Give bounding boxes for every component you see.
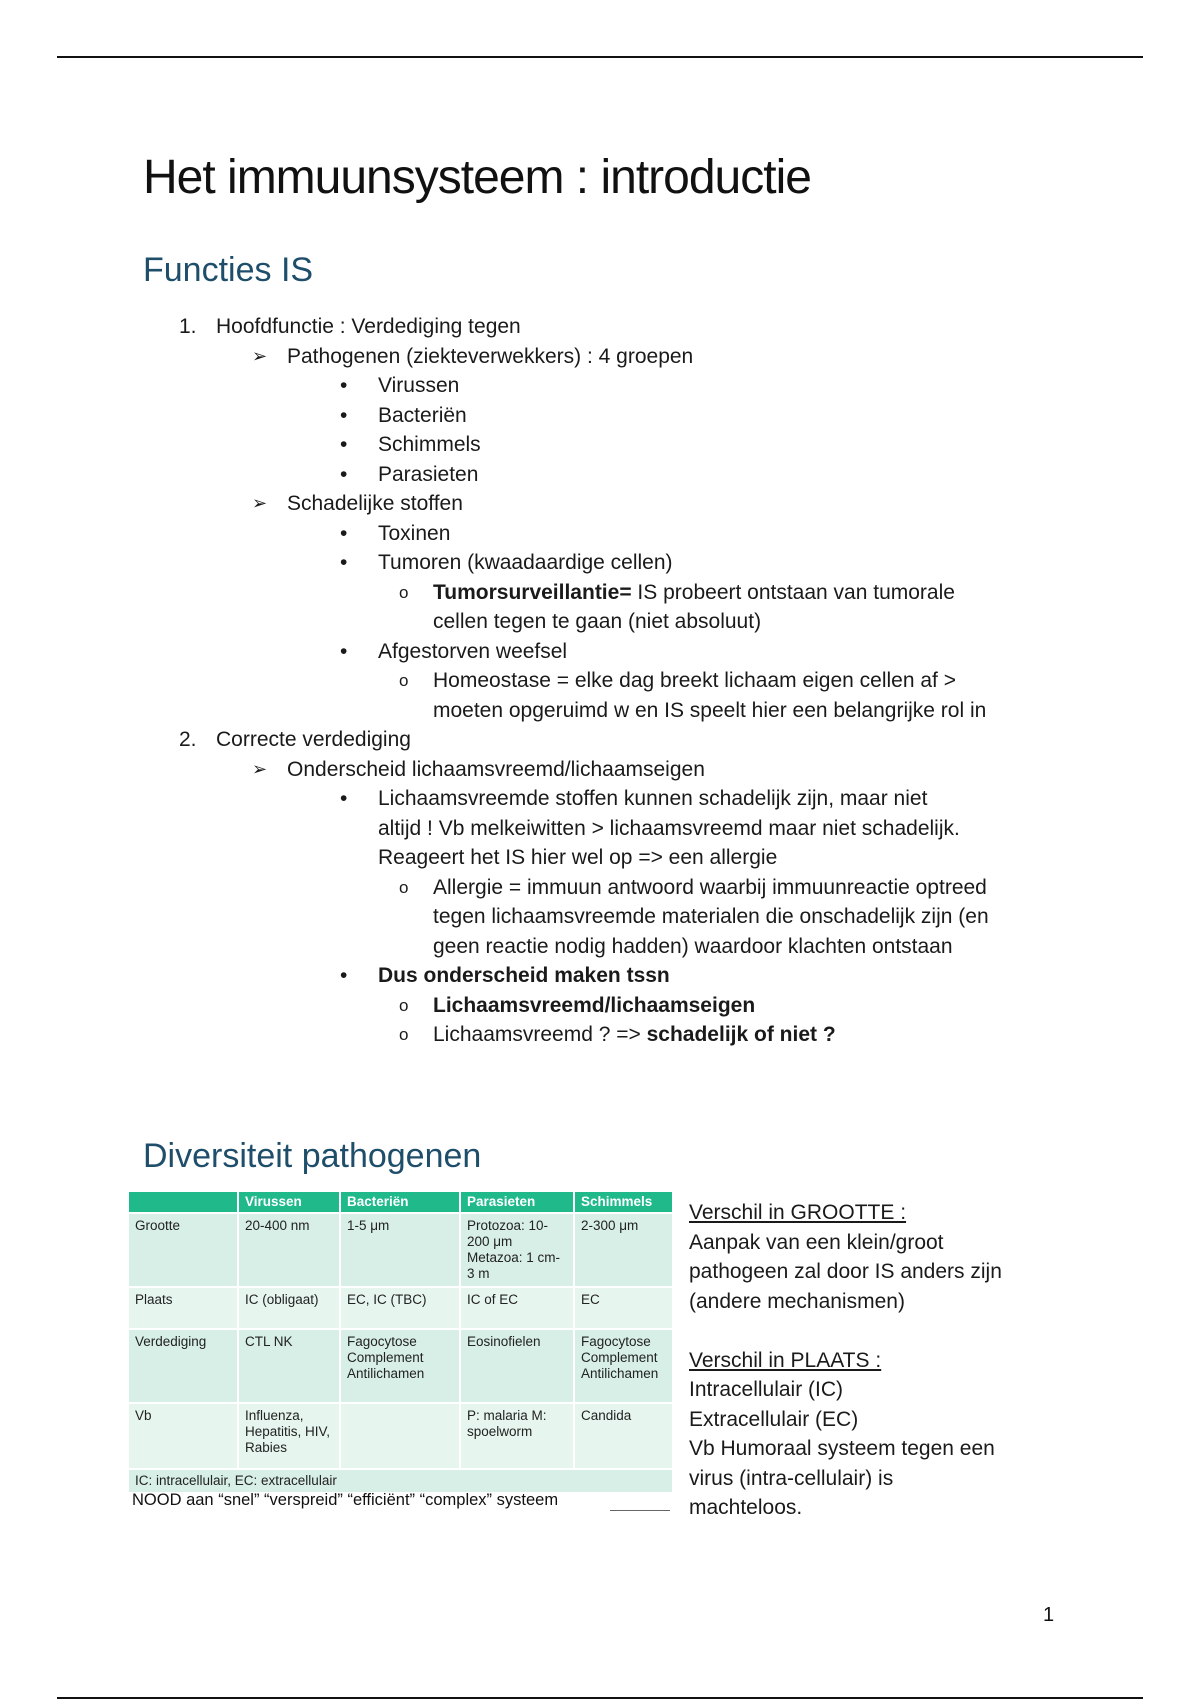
list-item: ➢ Onderscheid lichaamsvreemd/lichaamseigen [143, 755, 1083, 785]
bullet-icon: • [340, 551, 348, 574]
table-cell: 2-300 μm [574, 1213, 673, 1287]
table-cell: Candida [574, 1403, 673, 1469]
table-cell: Protozoa: 10-200 μm Metazoa: 1 cm-3 m [460, 1213, 574, 1287]
place-text-line: Intracellulair (IC) [689, 1378, 844, 1401]
size-text-line: pathogeen zal door IS anders zijn [689, 1260, 1002, 1283]
table-footnote-row [128, 1469, 673, 1493]
table-header-row [128, 1191, 673, 1213]
table-cell: IC of EC [460, 1287, 574, 1329]
table-header-cell: Bacteriën [340, 1191, 460, 1213]
table-cell: Fagocytose Complement Antilichamen [574, 1329, 673, 1403]
table-row [128, 1287, 673, 1329]
list-item: • Parasieten [143, 460, 1083, 490]
table-cell: CTL NK [238, 1329, 340, 1403]
bullet-icon: • [340, 374, 348, 397]
list-item-continuation: cellen tegen te gaan (niet absoluut) [433, 610, 762, 633]
table-cell: P: malaria M: spoelworm [460, 1403, 574, 1469]
section-title-diversiteit: Diversiteit pathogenen [143, 1137, 482, 1175]
list-item: o Lichaamsvreemd/lichaamseigen [143, 991, 1083, 1021]
row-label: Plaats [128, 1287, 238, 1329]
footer-rule [57, 1697, 1143, 1699]
list-item: o Lichaamsvreemd ? => schadelijk of niet ? [143, 1020, 1083, 1050]
functies-outline [143, 312, 1083, 1050]
list-number: 2. [179, 728, 197, 751]
list-item: o Homeostase = elke dag breekt lichaam eigen cellen af > [143, 666, 1083, 696]
list-item: • Schimmels [143, 430, 1083, 460]
bullet-icon: • [340, 462, 348, 486]
list-item: • Afgestorven weefsel [143, 637, 1083, 667]
list-item: o Allergie = immuun antwoord waarbij immuunreactie optreed [143, 873, 1083, 903]
section-title-functies: Functies IS [143, 251, 314, 289]
pathogen-notes [689, 1198, 1119, 1523]
spacer [689, 1316, 1119, 1346]
size-heading: Verschil in GROOTTE : [689, 1201, 907, 1224]
list-item: • Tumoren (kwaadaardige cellen) [143, 548, 1083, 578]
bullet-icon: • [340, 403, 348, 427]
need-statement: NOOD aan “snel” “verspreid” “efficiënt” “complex” systeem [132, 1491, 559, 1509]
list-item-continuation: Reageert het IS hier wel op => een allergie [378, 846, 778, 869]
place-text-line: Extracellulair (EC) [689, 1407, 859, 1431]
list-item: ➢ Pathogenen (ziekteverwekkers) : 4 groepen [143, 342, 1083, 372]
list-item: • Dus onderscheid maken tssn [143, 961, 1083, 991]
pathogen-table [127, 1190, 674, 1494]
row-label: Grootte [128, 1213, 238, 1287]
circle-bullet-icon: o [399, 582, 409, 602]
table-cell: IC (obligaat) [238, 1287, 340, 1329]
arrow-bullet-icon: ➢ [252, 758, 268, 779]
list-number: 1. [179, 315, 197, 338]
place-text-line: virus (intra-cellulair) is [689, 1466, 894, 1490]
list-item: ➢ Schadelijke stoffen [143, 489, 1083, 519]
table-header-cell [128, 1191, 238, 1213]
list-item-continuation: tegen lichaamsvreemde materialen die onschadelijk zijn (en [433, 905, 989, 928]
table-cell: EC, IC (TBC) [340, 1287, 460, 1329]
bullet-icon: • [340, 521, 348, 545]
list-item-continuation: altijd ! Vb melkeiwitten > lichaamsvreemd maar niet schadelijk. [378, 816, 960, 840]
arrow-bullet-icon: ➢ [252, 493, 268, 513]
table-cell: 20-400 nm [238, 1213, 340, 1287]
underline-decoration [610, 1510, 670, 1511]
bullet-icon: • [340, 433, 348, 456]
table-cell: Eosinofielen [460, 1329, 574, 1403]
circle-bullet-icon: o [399, 671, 409, 690]
list-item: • Bacteriën [143, 401, 1083, 431]
place-heading: Verschil in PLAATS : [689, 1348, 882, 1372]
size-text-line: (andere mechanismen) [689, 1289, 905, 1313]
table-cell: Fagocytose Complement Antilichamen [340, 1329, 460, 1403]
list-item: o Tumorsurveillantie= IS probeert ontstaan van tumorale [143, 578, 1083, 608]
table-cell [340, 1403, 460, 1469]
circle-bullet-icon: o [399, 877, 409, 897]
arrow-bullet-icon: ➢ [252, 345, 268, 366]
place-text-line: Vb Humoraal systeem tegen een [689, 1437, 995, 1460]
page-title: Het immuunsysteem : introductie [143, 151, 811, 204]
table-cell: Influenza, Hepatitis, HIV, Rabies [238, 1403, 340, 1469]
row-label: Verdediging [128, 1329, 238, 1403]
table-row [128, 1213, 673, 1287]
list-item-continuation: moeten opgeruimd w en IS speelt hier een belangrijke rol in [433, 698, 987, 722]
list-item: 1. Hoofdfunctie : Verdediging tegen [143, 312, 1083, 342]
header-rule [57, 56, 1143, 58]
table-footnote: IC: intracellulair, EC: extracellulair [128, 1469, 673, 1493]
page-number: 1 [1043, 1604, 1055, 1626]
bullet-icon: • [340, 787, 348, 810]
table-row [128, 1403, 673, 1469]
row-label: Vb [128, 1403, 238, 1469]
circle-bullet-icon: o [399, 1025, 409, 1044]
table-header-cell: Virussen [238, 1191, 340, 1213]
list-item-continuation: geen reactie nodig hadden) waardoor klachten ontstaan [433, 934, 953, 958]
table-cell: EC [574, 1287, 673, 1329]
table-header-cell: Schimmels [574, 1191, 673, 1213]
list-item: 2. Correcte verdediging [143, 725, 1083, 755]
list-item: • Lichaamsvreemde stoffen kunnen schadelijk zijn, maar niet [143, 784, 1083, 814]
bullet-icon: • [340, 964, 348, 987]
size-text-line: Aanpak van een klein/groot [689, 1230, 944, 1254]
circle-bullet-icon: o [399, 995, 409, 1015]
table-row [128, 1329, 673, 1403]
place-text-line: machteloos. [689, 1496, 803, 1519]
list-item: • Toxinen [143, 519, 1083, 549]
list-item: • Virussen [143, 371, 1083, 401]
table-cell: 1-5 μm [340, 1213, 460, 1287]
table-header-cell: Parasieten [460, 1191, 574, 1213]
bullet-icon: • [340, 639, 348, 663]
